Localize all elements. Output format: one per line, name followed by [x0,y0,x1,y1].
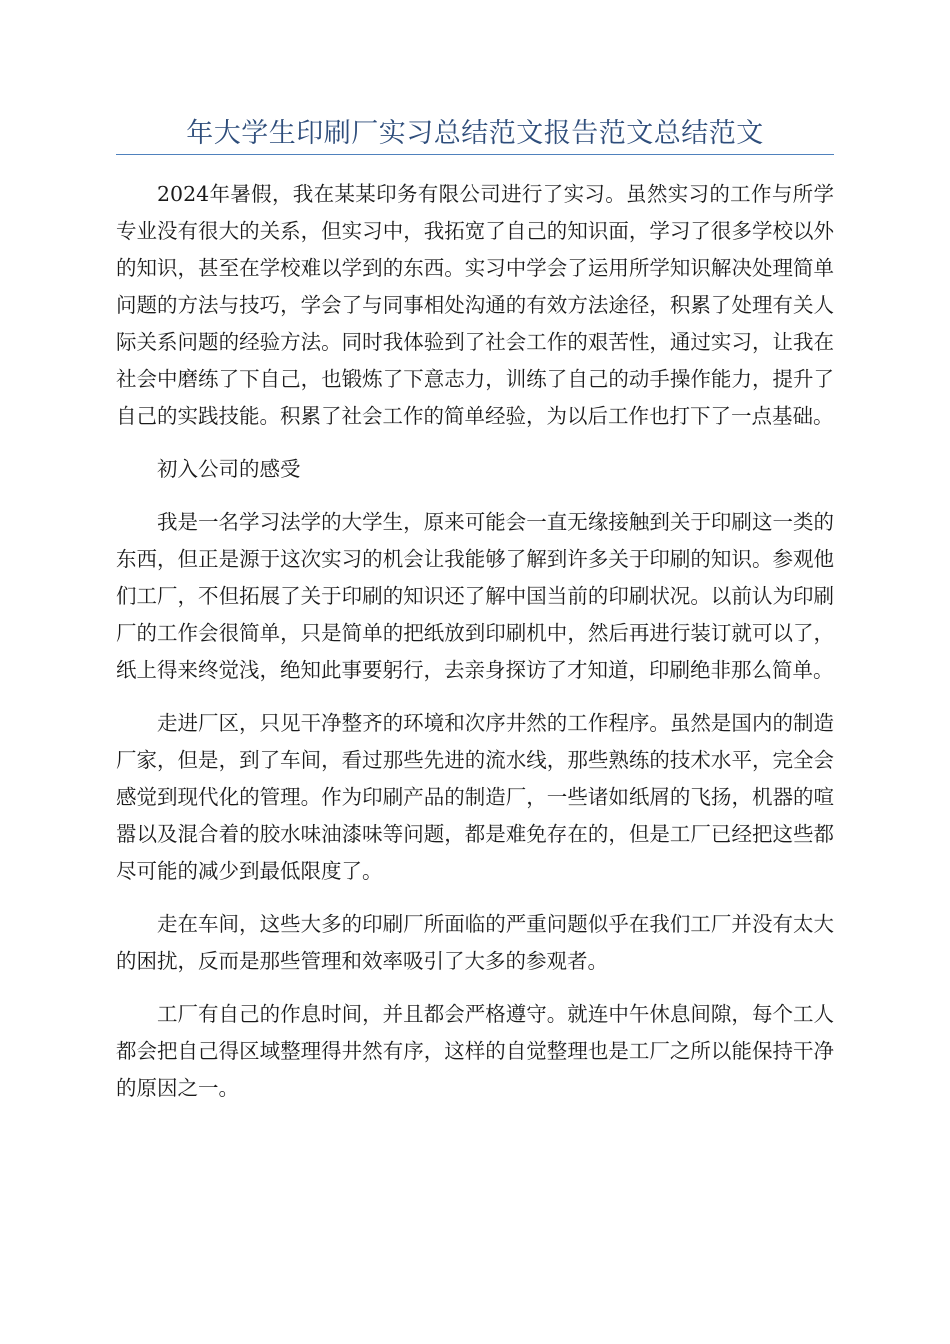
paragraph-intro: 2024年暑假，我在某某印务有限公司进行了实习。虽然实习的工作与所学专业没有很大的关系，但实习中，我拓宽了自己的知识面，学习了很多学校以外的知识，甚至在学校难以学到的东西。实习中学会了运用所学知识解决处理简单问题的方法与技巧，学会了与同事相处沟通的有效方法途径，积累了处理有关人际关系问题的经验方法。同时我体验到了社会工作的艰苦性，通过实习，让我在社会中磨练了下自己，也锻炼了下意志力，训练了自己的动手操作能力，提升了自己的实践技能。积累了社会工作的简单经验，为以后工作也打下了一点基础。 [116,182,834,428]
paragraph-first-impression: 我是一名学习法学的大学生，原来可能会一直无缘接触到关于印刷这一类的东西，但正是源于这次实习的机会让我能够了解到许多关于印刷的知识。参观他们工厂，不但拓展了关于印刷的知识还了解中国当前的印刷状况。以前认为印刷厂的工作会很简单，只是简单的把纸放到印刷机中，然后再进行装订就可以了，纸上得来终觉浅，绝知此事要躬行，去亲身探访了才知道，印刷绝非那么简单。 [116,510,834,682]
title-underline [116,154,834,155]
document-title: 年大学生印刷厂实习总结范文报告范文总结范文 [186,118,764,149]
section-heading: 初入公司的感受 [157,457,301,481]
paragraph-schedule: 工厂有自己的作息时间，并且都会严格遵守。就连中午休息间隙，每个工人都会把自己得区域整理得井然有序，这样的自觉整理也是工厂之所以能保持干净的原因之一。 [116,1002,834,1100]
document-body [116,176,834,1123]
paragraph-factory-area: 走进厂区，只见干净整齐的环境和次序井然的工作程序。虽然是国内的制造厂家，但是，到了车间，看过那些先进的流水线，那些熟练的技术水平，完全会感觉到现代化的管理。作为印刷产品的制造厂，一些诸如纸屑的飞扬，机器的喧嚣以及混合着的胶水味油漆味等问题，都是难免存在的，但是工厂已经把这些都尽可能的减少到最低限度了。 [116,711,834,883]
paragraph-workshop: 走在车间，这些大多的印刷厂所面临的严重问题似乎在我们工厂并没有太大的困扰，反而是那些管理和效率吸引了大多的参观者。 [116,912,834,973]
